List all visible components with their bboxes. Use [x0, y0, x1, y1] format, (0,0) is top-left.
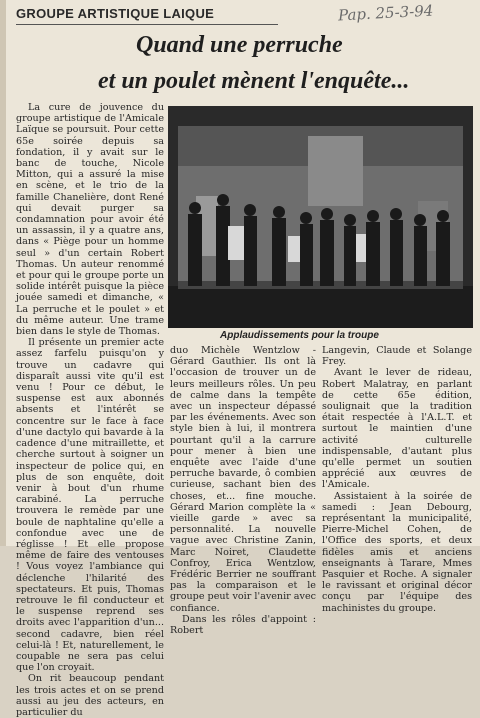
article-paragraph: duo Michèle Wentzlow - Gérard Gauthier. Ils ont là l'occasion de trouver un de leurs meilleurs rôles. Un peu de calme dans la tempête avec un inspecteur dépassé par les événements. Avec son style bien à lui, il montrera pourtant qu'il a la carrure pour mener à bien une enquête avec l'aide d'une perruche bavarde, ô combien curieuse, sachant bien des choses, et... fine mouche. Gérard Marion complète la « vieille garde » avec sa personnalité. La nouvelle vague avec Christine Zanin, Marc Noiret, Claudette Confroy, Erica Wentzlow, Frédéric Berrier ne souffrant pas la comparaison et le groupe peut voir l'avenir avec confiance. [170, 345, 316, 614]
article-paragraph: La cure de jouvence du groupe artistique de l'Amicale Laïque se poursuit. Pour cette 65e soirée depuis sa fondation, il y avait sur le banc de touche, Nicole Mitton, qui a assuré la mise en scène, et le trio de la famille Chanelière, dont René qui devait purger sa condamnation pour avoir été un assassin, il y a quatre ans, dans « Piège pour un homme seul » d'un certain Robert Thomas. Un auteur renommé et pour qui le groupe porte un solide intérêt puisque la pièce jouée samedi et dimanche, « La perruche et le poulet » et du même auteur. Une trame bien dans le style de Thomas. [16, 102, 164, 338]
section-rubric: GROUPE ARTISTIQUE LAIQUE [16, 6, 215, 21]
theatre-stage-photo [168, 106, 473, 328]
theatre-stage-photo-icon [168, 106, 473, 328]
article-paragraph: Il présente un premier acte assez farfelu puisqu'on y trouve un cadavre qui disparaît aussi vite qu'il est venu ! Pour ce début, le suspense est aux abonnés absents et l'intérêt se concentre sur le face à face d'une dactylo qui bavarde à la cadence d'une mitraillette, et cherche surtout à soigner un inspecteur de police qui, en plus de son enquête, doit venir à bout d'un rhume carabiné. La perruche trouvera le remède par une boule de naphtaline qu'elle a confondue avec une de réglisse ! Et elle propose même de faire des ventouses ! Vous voyez l'ambiance qui déclenche l'hilarité des spectateurs. Et puis, Thomas retrouve le fil conducteur et le suspense reprend ses droits avec l'apparition d'un... second cadavre, bien réel celui-là ! Et, naturellement, le coupable ne sera pas celui que l'on croyait. [16, 337, 164, 674]
headline-line-1: Quand une perruche [136, 32, 343, 58]
article-column-left [16, 102, 164, 718]
rubric-underline [16, 24, 278, 25]
paper-edge [0, 0, 6, 546]
article-column-middle [170, 345, 316, 636]
handwritten-date-note: Pap. 25-3-94 [337, 1, 434, 25]
article-paragraph: Langevin, Claude et Solange Frey. [322, 345, 472, 368]
article-column-right [322, 345, 472, 614]
article-paragraph: Assistaient à la soirée de samedi : Jean Debourg, représentant la municipalité, Pierre-Michel Cohen, de l'Office des sports, et deux fidèles amis et anciens enseignants à Tarare, Mmes Pasquier et Roche. A signaler le ravissant et original décor conçu par l'équipe des machinistes du groupe. [322, 490, 472, 614]
article-paragraph: Avant le lever de rideau, Robert Malatray, en parlant de cette 65e édition, soulignait que la tradition était respectée à l'A.L.T. et surtout le maintien d'une activité culturelle indispensable, d'autant plus qu'elle permet un soutien apprécié aux œuvres de l'Amicale. [322, 367, 472, 491]
article-paragraph: On rit beaucoup pendant les trois actes et on se prend aussi au jeu des acteurs, en particulier du [16, 673, 164, 718]
article-paragraph: Dans les rôles d'appoint : Robert [170, 613, 316, 637]
photo-caption: Applaudissements pour la troupe [220, 330, 379, 341]
headline-line-2: et un poulet mènent l'enquête... [98, 68, 410, 94]
